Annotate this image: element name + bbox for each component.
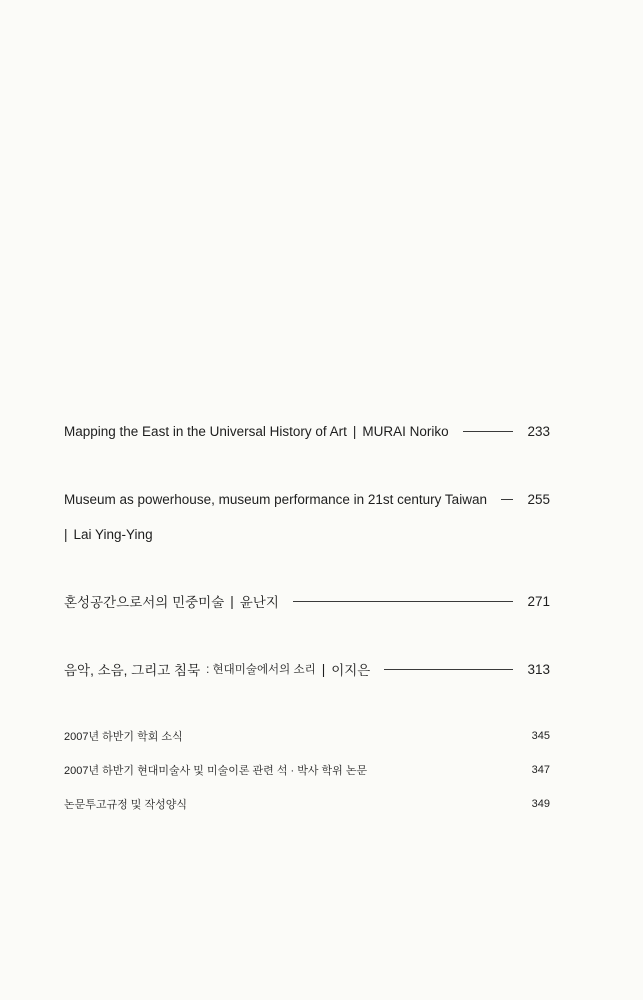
toc-entry-lee: [64, 659, 550, 679]
toc-entry-lai-author-line: [64, 524, 550, 544]
appendix-page: 347: [531, 764, 550, 776]
entry-separator: |: [352, 423, 357, 439]
toc-entry-lai: [64, 489, 550, 509]
entry-author: Lai Ying-Ying: [73, 526, 153, 542]
entry-page: 313: [527, 661, 550, 677]
toc-entry-murai: [64, 421, 550, 441]
entry-page: 271: [527, 593, 550, 609]
entry-title: 혼성공간으로서의 민중미술: [64, 595, 225, 610]
entry-author: MURAI Noriko: [362, 423, 449, 439]
appendix-entry-theses: [64, 762, 550, 778]
entry-author: 윤난지: [239, 595, 279, 610]
entry-separator: |: [230, 593, 234, 609]
entry-title: Mapping the East in the Universal History of Art: [64, 423, 347, 439]
leader-line: [463, 431, 514, 432]
entry-page: 233: [527, 423, 550, 439]
appendix-title: 논문투고규정 및 작성양식: [64, 799, 187, 811]
leader-line: [384, 669, 513, 670]
entry-subtitle: : 현대미술에서의 소리: [206, 664, 316, 676]
appendix-page: 349: [531, 798, 550, 810]
entry-title: Museum as powerhouse, museum performance in 21st century Taiwan: [64, 491, 487, 507]
appendix-entry-news: [64, 728, 550, 744]
appendix-title: 2007년 하반기 현대미술사 및 미술이론 관련 석 · 박사 학위 논문: [64, 765, 368, 777]
toc-entry-yoon: [64, 591, 550, 611]
entry-separator: |: [321, 661, 326, 677]
entry-page: 255: [527, 491, 550, 507]
leader-line: [293, 601, 514, 602]
entry-separator: |: [64, 526, 68, 542]
appendix-page: 345: [531, 730, 550, 742]
entry-author: 이지은: [331, 663, 371, 678]
appendix-entry-guidelines: [64, 796, 550, 812]
appendix-title: 2007년 하반기 학회 소식: [64, 731, 183, 743]
entry-title: 음악, 소음, 그리고 침묵: [64, 663, 201, 678]
leader-line: [501, 499, 514, 500]
